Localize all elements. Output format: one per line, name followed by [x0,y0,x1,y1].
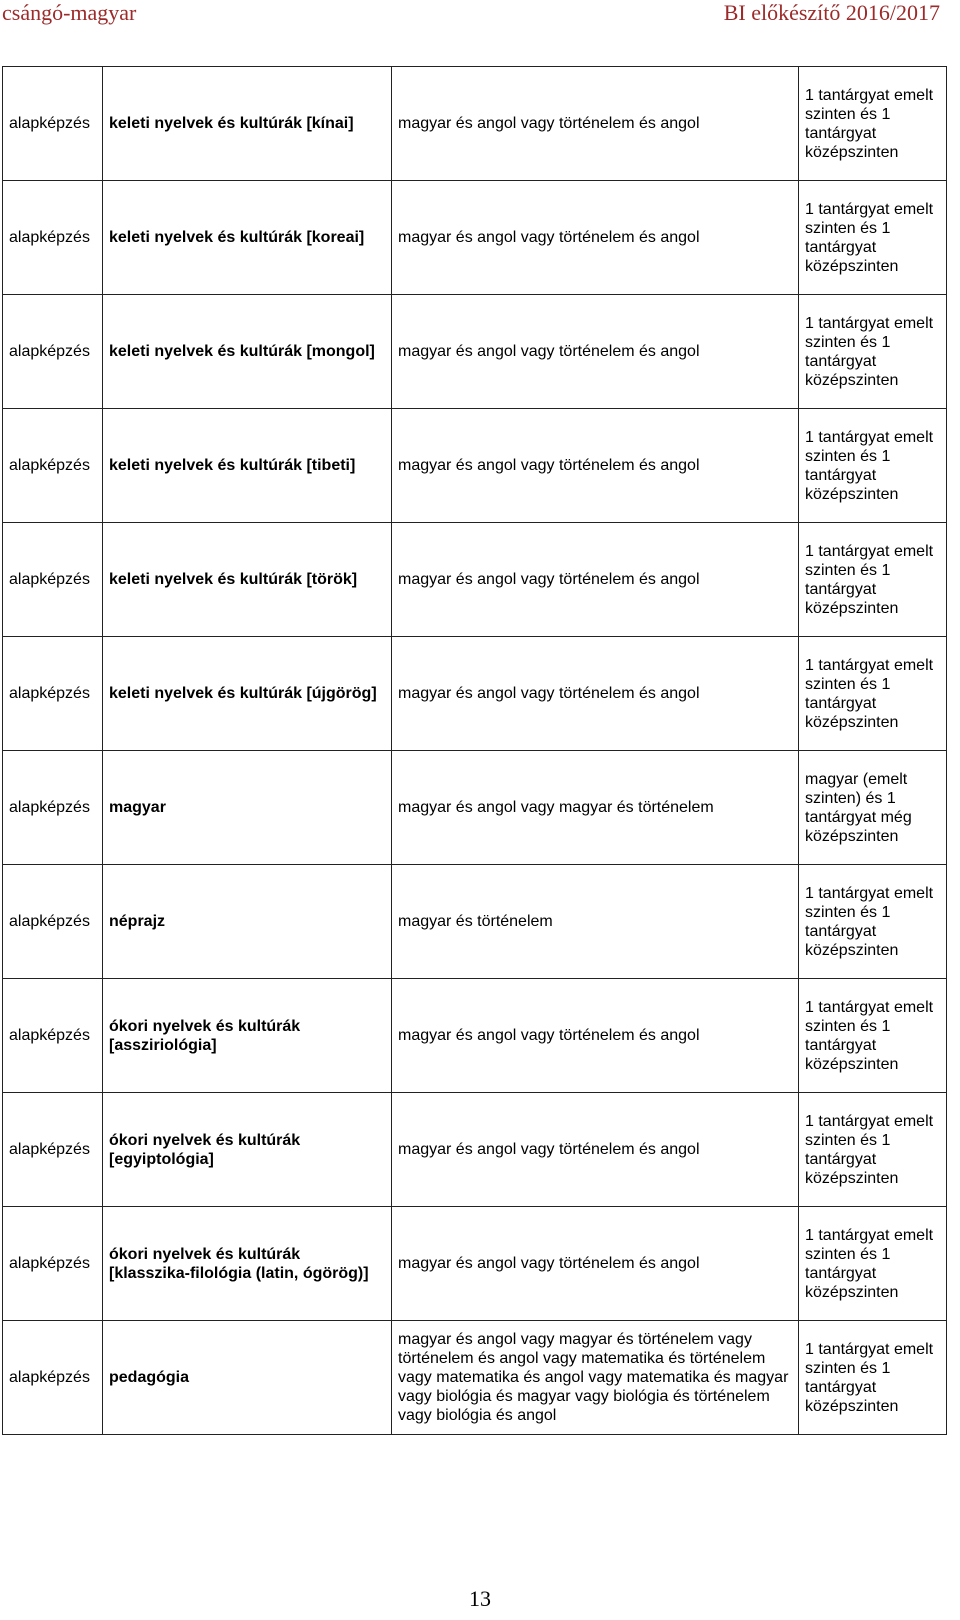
table-body [3,67,947,1435]
header-title-right: BI előkészítő 2016/2017 [723,0,940,25]
admission-requirements-table [2,66,947,1435]
table-row [3,181,947,295]
requirement-cell: 1 tantárgyat emelt szinten és 1 tantárgyat középszinten [799,67,947,181]
requirement-cell: 1 tantárgyat emelt szinten és 1 tantárgyat középszinten [799,1321,947,1435]
level-cell: alapképzés [3,979,103,1093]
table-row [3,67,947,181]
requirement-cell: 1 tantárgyat emelt szinten és 1 tantárgyat középszinten [799,409,947,523]
header-title-left: csángó-magyar [2,0,137,25]
table-row [3,523,947,637]
subjects-cell: magyar és angol vagy történelem és angol [392,295,799,409]
program-cell: ókori nyelvek és kultúrák [assziriológia] [103,979,392,1093]
program-cell: keleti nyelvek és kultúrák [kínai] [103,67,392,181]
program-cell: ókori nyelvek és kultúrák [klasszika-filológia (latin, ógörög)] [103,1207,392,1321]
level-cell: alapképzés [3,1321,103,1435]
level-cell: alapképzés [3,181,103,295]
subjects-cell: magyar és angol vagy történelem és angol [392,181,799,295]
subjects-cell: magyar és angol vagy történelem és angol [392,67,799,181]
level-cell: alapképzés [3,751,103,865]
requirement-cell: 1 tantárgyat emelt szinten és 1 tantárgyat középszinten [799,637,947,751]
subjects-cell: magyar és angol vagy történelem és angol [392,637,799,751]
table-row [3,1207,947,1321]
requirement-cell: 1 tantárgyat emelt szinten és 1 tantárgyat középszinten [799,295,947,409]
subjects-cell: magyar és angol vagy történelem és angol [392,409,799,523]
table-row [3,637,947,751]
subjects-cell: magyar és angol vagy történelem és angol [392,523,799,637]
subjects-cell: magyar és angol vagy magyar és történelem vagy történelem és angol vagy matematika és történelem vagy matematika és angol vagy matematika és magyar vagy biológia és magyar vagy biológia és történelem vagy biológia és angol [392,1321,799,1435]
page-number: 13 [469,1586,491,1611]
requirement-cell: 1 tantárgyat emelt szinten és 1 tantárgyat középszinten [799,181,947,295]
requirement-cell: 1 tantárgyat emelt szinten és 1 tantárgyat középszinten [799,523,947,637]
program-cell: keleti nyelvek és kultúrák [tibeti] [103,409,392,523]
level-cell: alapképzés [3,67,103,181]
program-cell: keleti nyelvek és kultúrák [török] [103,523,392,637]
program-cell: keleti nyelvek és kultúrák [mongol] [103,295,392,409]
program-cell: magyar [103,751,392,865]
subjects-cell: magyar és angol vagy magyar és történelem [392,751,799,865]
requirement-cell: magyar (emelt szinten) és 1 tantárgyat még középszinten [799,751,947,865]
table-row [3,865,947,979]
program-cell: pedagógia [103,1321,392,1435]
level-cell: alapképzés [3,865,103,979]
subjects-cell: magyar és történelem [392,865,799,979]
level-cell: alapképzés [3,409,103,523]
table-row [3,1093,947,1207]
table-row [3,295,947,409]
program-cell: néprajz [103,865,392,979]
level-cell: alapképzés [3,1093,103,1207]
table-row [3,979,947,1093]
table-row [3,751,947,865]
table-row [3,409,947,523]
subjects-cell: magyar és angol vagy történelem és angol [392,979,799,1093]
program-cell: ókori nyelvek és kultúrák [egyiptológia] [103,1093,392,1207]
level-cell: alapképzés [3,1207,103,1321]
subjects-cell: magyar és angol vagy történelem és angol [392,1207,799,1321]
level-cell: alapképzés [3,523,103,637]
page-header [0,0,960,30]
level-cell: alapképzés [3,295,103,409]
level-cell: alapképzés [3,637,103,751]
table-row [3,1321,947,1435]
program-cell: keleti nyelvek és kultúrák [koreai] [103,181,392,295]
program-cell: keleti nyelvek és kultúrák [újgörög] [103,637,392,751]
requirement-cell: 1 tantárgyat emelt szinten és 1 tantárgyat középszinten [799,979,947,1093]
subjects-cell: magyar és angol vagy történelem és angol [392,1093,799,1207]
requirement-cell: 1 tantárgyat emelt szinten és 1 tantárgyat középszinten [799,865,947,979]
requirement-cell: 1 tantárgyat emelt szinten és 1 tantárgyat középszinten [799,1207,947,1321]
requirement-cell: 1 tantárgyat emelt szinten és 1 tantárgyat középszinten [799,1093,947,1207]
